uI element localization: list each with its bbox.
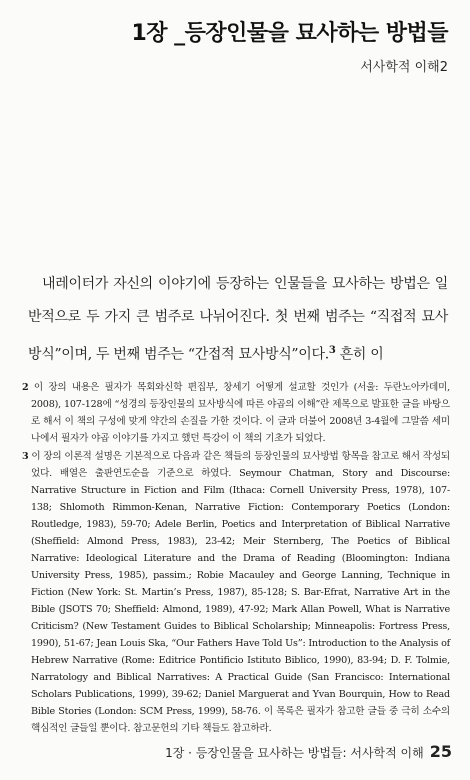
intro-paragraph: [28, 268, 448, 372]
intro-tail: 흔히 이: [335, 346, 384, 363]
footnote-text: 이 장의 내용은 필자가 목회와신학 편집부, 창세기 어떻게 설교할 것인가 (서울: 두란노아카데미, 2008), 107-128에 “성경의 등장인물의 묘사방식에 따른 야곱의 이해”란 제목으로 발표한 글을 바탕으로 해서 이 책의 구성에 맞게 약간의 손질을 가한 것이다. 이 글과 더불어 2008년 3-4월에 그말씀 세미나에서 필자가 야곱 이야기를 가지고 했던 특강이 이 책의 기초가 되었다.: [31, 382, 450, 444]
page-number: 25: [429, 742, 452, 761]
footnote-number: 3: [22, 451, 29, 462]
footnote-text: 이 장의 이론적 설명은 기본적으로 다음과 같은 책들의 등장인물의 묘사방법 항목을 참고로 해서 작성되었다. 배열은 출판연도순을 기준으로 하였다. Seymour Chatman, Story and Discourse: Narrative Structure in Fiction and Film (Ithaca: Cornell University Press, 1978), 107-138; Shlomoth Rimmon-Kenan, Narrative Fiction: Contemporary Poetics (London: Routledge, 1983), 59-70; Adele Berlin, Poetics and Interpretation of Biblical Narrative (Sheffield: Almond Press, 1983), 23-42; Meir Sternberg, The Poetics of Biblical Narrative: Ideological Literature and the Drama of Reading (Bloomington: Indiana University Press, 1985), passim.; Robie Macauley and George Lanning, Technique in Fiction (New York: St. Martin’s Press, 1987), 85-128; S. Bar-Efrat, Narrative Art in the Bible (JSOTS 70; Sheffield: Almond, 1989), 47-92; Mark Allan Powell, What is Narrative Criticism? (New Testament Guides to Biblical Scholarship; Minneapolis: Fortress Press, 1990), 51-67; Jean Louis Ska, “Our Fathers Have Told Us”: Introduction to the Analysis of Hebrew Narrative (Rome: Editrice Pontificio Istituto Biblico, 1990), 83-94; D. F. Tolmie, Narratology and Biblical Narratives: A Practical Guide (San Francisco: International Scholars Publications, 1999), 39-62; Daniel Marguerat and Yvan Bourquin, How to Read Bible Stories (London: SCM Press, 1999), 58-76. 이 목록은 필자가 참고한 글들 중 극히 소수의 핵심적인 글들일 뿐이다. 참고문헌의 기타 책들도 참고하라.: [31, 451, 450, 734]
footnote-2: [22, 379, 450, 447]
footnote-number: 2: [22, 382, 29, 393]
chapter-subtitle: 서사학적 이해2: [360, 60, 448, 75]
page-footer: [165, 742, 452, 761]
footnote-3: [22, 448, 450, 737]
intro-text: 내레이터가 자신의 이야기에 등장하는 인물들을 묘사하는 방법은 일반적으로 두 가지 큰 범주로 나뉘어진다. 첫 번째 범주는 “직접적 묘사방식”이며, 두 번째 범주는 “간접적 묘사방식”이다.: [28, 276, 448, 363]
footnote-ref-3[interactable]: 3: [328, 345, 336, 356]
footnotes: [22, 379, 450, 738]
running-title: 1장 · 등장인물을 묘사하는 방법들: 서사학적 이해: [165, 746, 424, 760]
chapter-title: 1장 _등장인물을 묘사하는 방법들: [131, 21, 448, 46]
